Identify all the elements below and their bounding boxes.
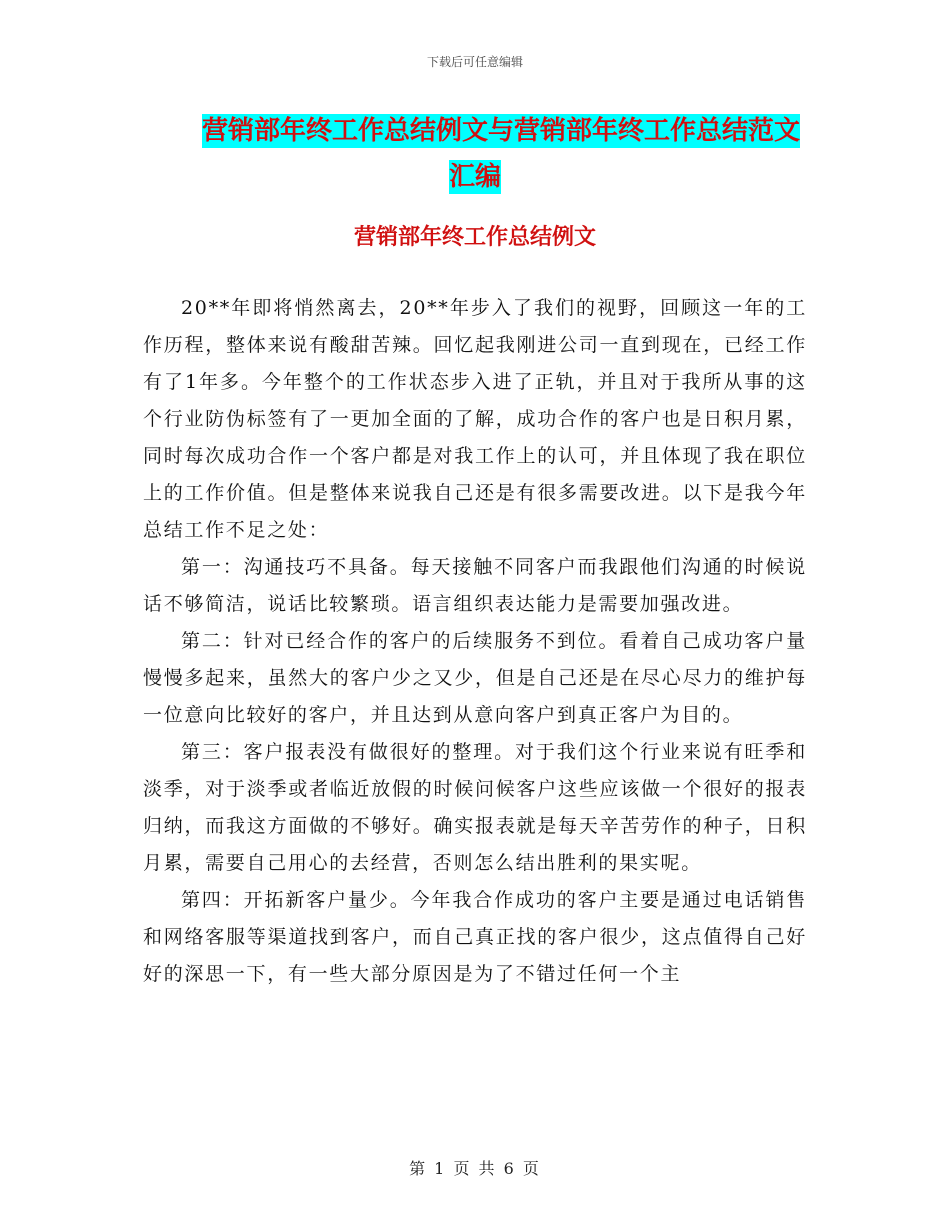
- document-title: [0, 108, 950, 200]
- title-highlight-2: 汇编: [448, 162, 501, 192]
- document-body: [143, 290, 807, 993]
- title-highlight-1: 营销部年终工作总结例文与营销部年终工作总结范文: [201, 116, 800, 146]
- document-title-line2: [0, 154, 950, 200]
- page-header-note: 下载后可任意编辑: [426, 55, 523, 69]
- paragraph-intro: 20**年即将悄然离去，20**年步入了我们的视野，回顾这一年的工作历程，整体来说有酸甜苦辣。回忆起我刚进公司一直到现在，已经工作有了1年多。今年整个的工作状态步入进了正轨，并且对于我所从事的这个行业防伪标签有了一更加全面的了解，成功合作的客户也是日积月累，同时每次成功合作一个客户都是对我工作上的认可，并且体现了我在职位上的工作价值。但是整体来说我自己还是有很多需要改进。以下是我今年总结工作不足之处：: [143, 297, 807, 541]
- paragraph-point-4: 第四：开拓新客户量少。今年我合作成功的客户主要是通过电话销售和网络客服等渠道找到客户，而自己真正找的客户很少，这点值得自己好好的深思一下，有一些大部分原因是为了不错过任何一个主: [143, 889, 807, 985]
- section-title: 营销部年终工作总结例文: [353, 225, 596, 250]
- paragraph-point-3: 第三：客户报表没有做很好的整理。对于我们这个行业来说有旺季和淡季，对于淡季或者临近放假的时候问候客户这些应该做一个很好的报表归纳，而我这方面做的不够好。确实报表就是每天辛苦劳作的种子，日积月累，需要自己用心的去经营，否则怎么结出胜利的果实呢。: [143, 741, 807, 874]
- paragraph-point-1: 第一：沟通技巧不具备。每天接触不同客户而我跟他们沟通的时候说话不够简洁，说话比较繁琐。语言组织表达能力是需要加强改进。: [143, 556, 807, 615]
- page-number: 第 1 页 共 6 页: [409, 1159, 541, 1178]
- paragraph-point-2: 第二：针对已经合作的客户的后续服务不到位。看着自己成功客户量慢慢多起来，虽然大的客户少之又少，但是自己还是在尽心尽力的维护每一位意向比较好的客户，并且达到从意向客户到真正客户为目的。: [143, 630, 807, 726]
- document-title-line1: [0, 108, 950, 154]
